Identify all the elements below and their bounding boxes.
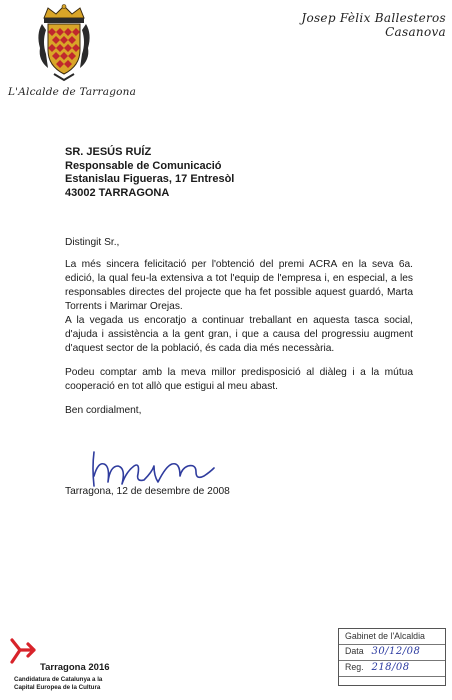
closing: Ben cordialment, — [65, 405, 142, 416]
stamp-divider — [339, 660, 445, 661]
recipient-position: Responsable de Comunicació — [65, 159, 222, 172]
paragraph-encouragement: A la vegada us encoratjo a continuar treballant en aquesta tasca social, d'ajuda i assistència a la gent gran, i que a causa del progressiu augment d'aquest sector de la població, és cada dia més necessària. — [65, 315, 413, 354]
paragraph-congratulations: La més sincera felicitació per l'obtenció del premi ACRA en la seva 6a. edició, la qual feu-la extensiva a tot l'equip de l'empresa i, en especial, a les responsables directes del projecte que ha fet possible aquest guardó, Marta Torrents i Marimar Orejas. — [65, 259, 413, 312]
stamp-divider — [339, 676, 445, 677]
salutation: Distingit Sr., — [65, 237, 120, 248]
handwritten-signature — [88, 432, 218, 490]
paragraph-cooperation: Podeu comptar amb la meva millor predisposició al diàleg i a la mútua cooperació en tot allò que estigui al meu abast. — [65, 367, 413, 392]
office-title: L'Alcalde de Tarragona — [8, 86, 137, 98]
place-and-date: Tarragona, 12 de desembre de 2008 — [65, 486, 230, 497]
stamp-date-label: Data — [345, 646, 364, 656]
stamp-reg-value: 218/08 — [371, 662, 410, 673]
mayor-name: Josep Fèlix Ballesteros Casanova — [301, 11, 446, 39]
coat-of-arms-icon — [34, 4, 94, 82]
stamp-divider — [339, 644, 445, 645]
logo-subtitle — [14, 676, 102, 691]
recipient-street: Estanislau Figueras, 17 Entresòl — [65, 173, 235, 185]
tarragona-2016-logo-icon — [8, 636, 38, 666]
stamp-reg-row — [345, 662, 441, 673]
recipient-city: 43002 TARRAGONA — [65, 186, 170, 199]
registration-stamp — [338, 628, 446, 686]
logo-subtitle-line-2: Capital Europea de la Cultura — [14, 683, 101, 691]
stamp-date-row — [345, 646, 441, 657]
stamp-date-value: 30/12/08 — [371, 646, 421, 657]
stamp-title: Gabinet de l'Alcaldia — [345, 631, 425, 641]
logo-title: Tarragona 2016 — [40, 662, 110, 673]
recipient-name: SR. JESÚS RUÍZ — [65, 146, 152, 158]
recipient-address — [65, 146, 234, 200]
stamp-reg-label: Reg. — [345, 662, 364, 672]
logo-subtitle-line-1: Candidatura de Catalunya a la — [14, 676, 103, 683]
